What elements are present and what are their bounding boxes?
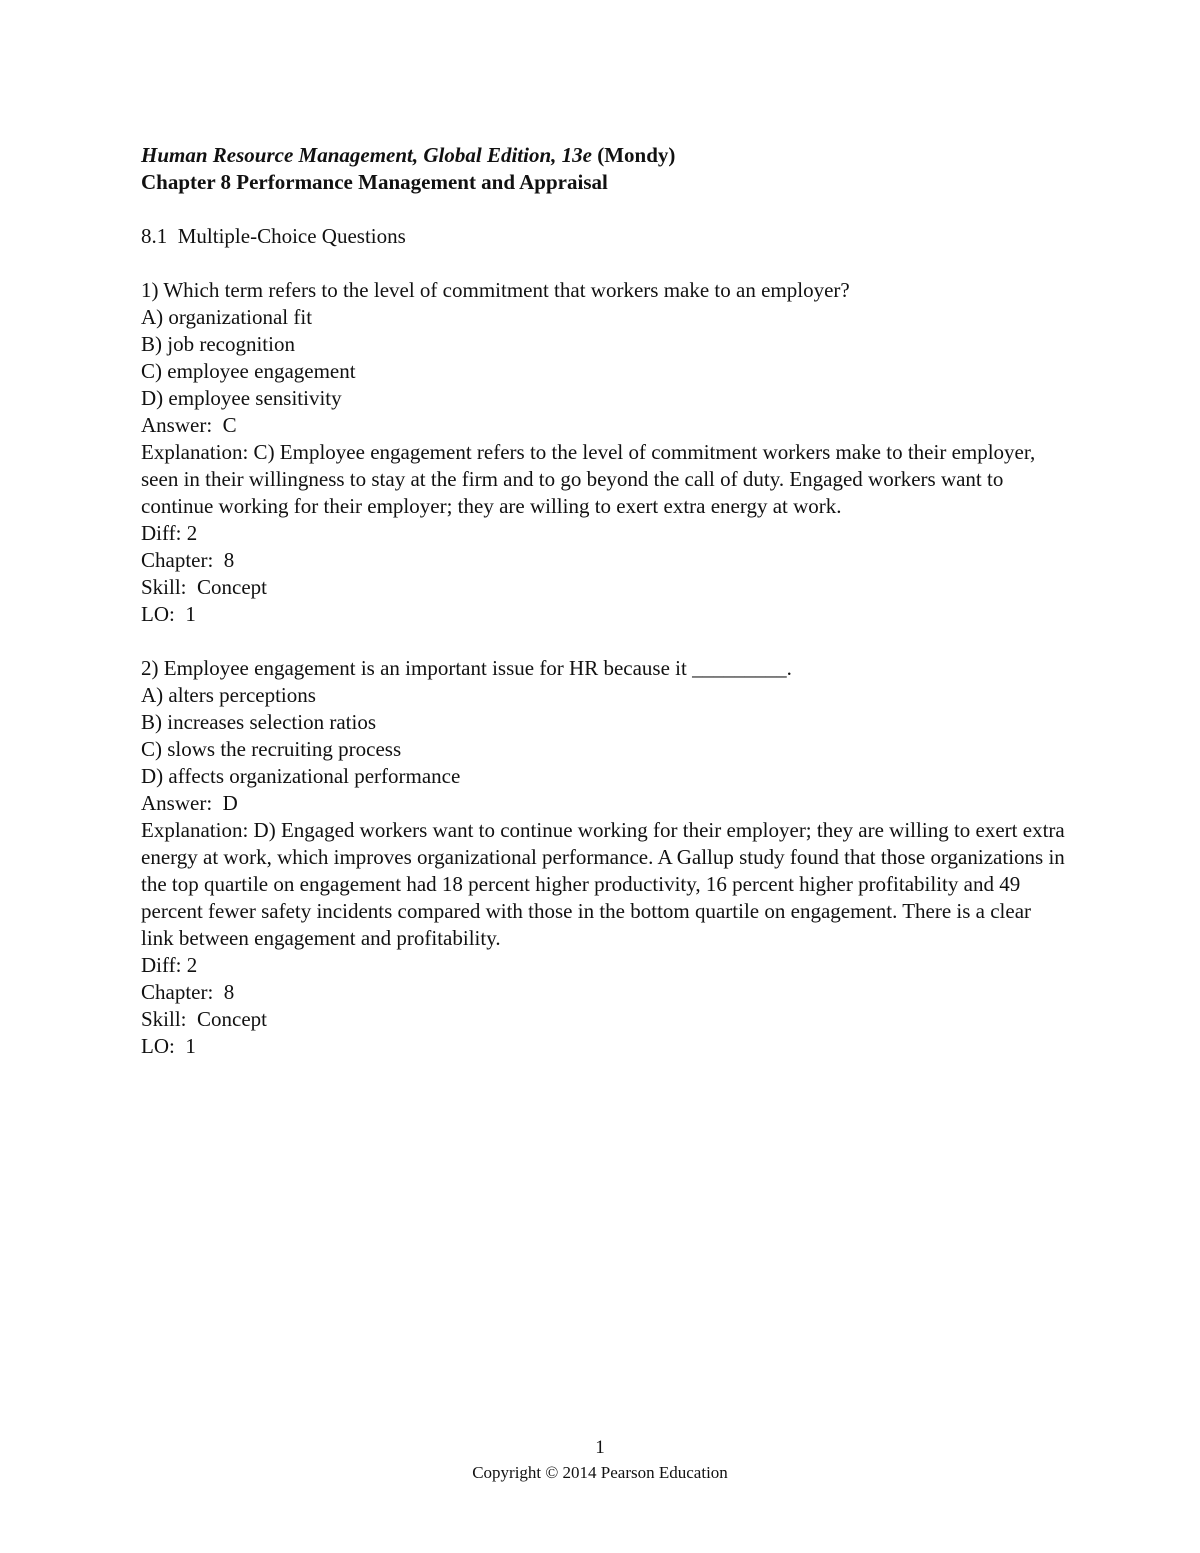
skill: Skill: Concept: [141, 575, 267, 599]
learning-objective: LO: 1: [141, 602, 196, 626]
skill: Skill: Concept: [141, 1007, 267, 1031]
page-number: 1: [595, 1437, 605, 1458]
chapter-ref: Chapter: 8: [141, 548, 235, 572]
answer-option: A) organizational fit: [141, 305, 313, 329]
answer-option: C) employee engagement: [141, 359, 356, 383]
difficulty: Diff: 2: [141, 953, 198, 977]
answer-option: A) alters perceptions: [141, 683, 316, 707]
document-body: [141, 142, 1066, 1060]
book-title: Human Resource Management, Global Edition, 13e: [141, 143, 592, 167]
question-block: [141, 655, 1066, 1060]
answer-option: C) slows the recruiting process: [141, 737, 402, 761]
answer-key: Answer: D: [141, 791, 238, 815]
chapter-title: Chapter 8 Performance Management and Appraisal: [141, 170, 608, 194]
document-title: [141, 142, 1066, 169]
answer-option: B) job recognition: [141, 332, 295, 356]
answer-key: Answer: C: [141, 413, 237, 437]
difficulty: Diff: 2: [141, 521, 198, 545]
explanation: Explanation: D) Engaged workers want to continue working for their employer; they are willing to exert extra energy at work, which improves organizational performance. A Gallup study found that those organizations in the top quartile on engagement had 18 percent higher productivity, 16 percent higher profitability and 49 percent fewer safety incidents compared with those in the bottom quartile on engagement. There is a clear link between engagement and profitability.: [141, 818, 1065, 950]
book-author: (Mondy): [591, 143, 676, 167]
question-stem: 1) Which term refers to the level of commitment that workers make to an employer?: [141, 278, 850, 302]
answer-option: D) affects organizational performance: [141, 764, 461, 788]
explanation: Explanation: C) Employee engagement refers to the level of commitment workers make to their employer, seen in their willingness to stay at the firm and to go beyond the call of duty. Engaged workers want to continue working for their employer; they are willing to exert extra energy at work.: [141, 440, 1036, 518]
spacer: [141, 196, 1066, 223]
spacer: [141, 628, 1066, 655]
copyright-notice: Copyright © 2014 Pearson Education: [472, 1463, 728, 1482]
section-heading: 8.1 Multiple-Choice Questions: [141, 224, 406, 248]
spacer: [141, 250, 1066, 277]
learning-objective: LO: 1: [141, 1034, 196, 1058]
question-block: [141, 277, 1066, 628]
question-stem: 2) Employee engagement is an important issue for HR because it _________.: [141, 656, 792, 680]
answer-option: B) increases selection ratios: [141, 710, 376, 734]
chapter-ref: Chapter: 8: [141, 980, 235, 1004]
answer-option: D) employee sensitivity: [141, 386, 342, 410]
